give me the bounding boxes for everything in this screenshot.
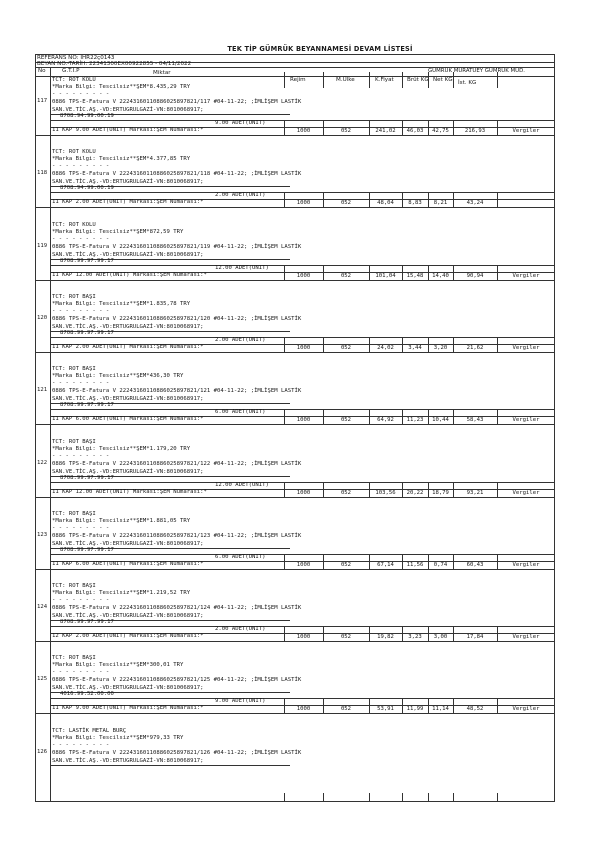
stat-weight-value: 21,62 <box>466 344 484 351</box>
country-value: 052 <box>340 128 352 134</box>
item-number: 117 <box>37 98 48 104</box>
column-separator <box>284 337 285 352</box>
description-line: 0886 TPS-E-Fatura V 22243160110886025897821/123 #04-11-22; ;İMLİŞEM LASTİK <box>52 532 302 539</box>
column-separator <box>497 192 498 207</box>
price-value: 103,56 <box>375 489 396 496</box>
item-description: 11 KAP 12.00 ADET(UNIT) Markası:ŞEM Numarası:* <box>52 488 207 495</box>
column-separator <box>369 409 370 424</box>
column-separator <box>428 337 429 352</box>
gross-weight-value: 46,03 <box>406 128 424 134</box>
description-line: *Marka Bilgi: Tescilsiz**ŞEM*979,33 TRY <box>52 734 184 741</box>
column-separator <box>497 120 498 135</box>
quantity-box: 6.00 ADET(UNIT) <box>215 553 266 560</box>
column-separator <box>402 265 403 280</box>
column-separator <box>402 482 403 497</box>
gross-weight-value: 11,99 <box>406 706 424 713</box>
row-divider <box>35 280 555 281</box>
column-separator <box>369 698 370 713</box>
country-value: 052 <box>340 417 352 424</box>
column-header-kfiyat: K.Fiyat <box>375 77 394 83</box>
price-value: 67,14 <box>377 561 394 568</box>
gross-weight-value: 20,22 <box>406 489 424 496</box>
description-line: 0886 TPS-E-Fatura V 22243160110886025897821/124 #04-11-22; ;İMLİŞEM LASTİK <box>52 605 302 612</box>
description-line: - - - - - - - - - <box>52 597 110 604</box>
column-separator <box>369 482 370 497</box>
description-line: TCT: ROT BAŞI <box>52 366 96 373</box>
description-line: *Marka Bilgi: Tescilsiz**ŞEM*4.377,85 TRY <box>52 156 191 163</box>
net-weight-value: 14,40 <box>432 272 449 279</box>
description-line: TCT: ROT KOLU <box>52 77 96 83</box>
description-line: *Marka Bilgi: Tescilsiz**ŞEM*1.179,20 TRY <box>52 445 191 452</box>
row-divider <box>35 207 555 208</box>
taxes-link[interactable]: Vergiler <box>512 706 540 713</box>
regime-value: 1000 <box>296 200 311 207</box>
price-value: 241,02 <box>375 128 396 134</box>
gtip-code: 8708.94.99.00.19 <box>60 185 114 192</box>
net-weight-value: 42,75 <box>432 128 449 134</box>
row-divider <box>35 569 555 570</box>
description-line: 0886 TPS-E-Fatura V 22243160110886025897821/125 #04-11-22; ;İMLİŞEM LASTİK <box>52 677 302 684</box>
country-value: 052 <box>340 561 352 568</box>
description-line: SAN.VE.TİC.AŞ.-VD:ERTUGRULGAZİ-VN:8010068917; <box>52 396 204 403</box>
item-number: 125 <box>37 676 48 683</box>
row-divider <box>50 337 555 338</box>
gross-weight-value: 11,56 <box>406 561 424 568</box>
column-separator <box>497 554 498 569</box>
row-divider <box>35 497 555 498</box>
description-line: SAN.VE.TİC.AŞ.-VD:ERTUGRULGAZİ-VN:8010068917; <box>52 685 204 692</box>
stat-weight-value: 17,84 <box>466 634 484 641</box>
gross-weight-value: 8,83 <box>408 200 422 207</box>
column-separator <box>402 337 403 352</box>
column-separator <box>284 192 285 207</box>
quantity-box: 9.00 ADET(UNIT) <box>215 120 266 126</box>
column-separator <box>428 72 429 88</box>
column-separator <box>402 120 403 135</box>
description-line: 0886 TPS-E-Fatura V 22243160110886025897821/120 #04-11-22; ;İMLİŞEM LASTİK <box>52 315 302 322</box>
row-divider <box>35 352 555 353</box>
column-separator <box>453 337 454 352</box>
column-separator <box>284 482 285 497</box>
item-number: 123 <box>37 531 48 538</box>
description-line: 0886 TPS-E-Fatura V 22243160110886025897821/121 #04-11-22; ;İMLİŞEM LASTİK <box>52 388 302 395</box>
description-line: TCT: ROT BAŞI <box>52 293 96 300</box>
document-title: TEK TİP GÜMRÜK BEYANNAMESİ DEVAM LİSTESİ <box>227 45 413 53</box>
column-separator <box>323 626 324 641</box>
column-header-miktar: Miktar <box>153 70 171 76</box>
gtip-code: 4016.99.52.00.00 <box>60 691 114 698</box>
column-separator <box>428 120 429 135</box>
item-number: 126 <box>37 748 48 755</box>
column-separator <box>284 72 285 88</box>
description-line: - - - - - - - - - <box>52 163 110 170</box>
taxes-link[interactable]: Vergiler <box>512 272 540 279</box>
column-separator <box>402 554 403 569</box>
stat-weight-value: 58,43 <box>466 417 484 424</box>
description-line: *Marka Bilgi: Tescilsiz**ŞEM*8.435,29 TRY <box>52 84 191 90</box>
description-line: - - - - - - - - - <box>52 452 110 459</box>
item-description: 11 KAP 9.00 ADET(UNIT) Markası:ŞEM Numarası:* <box>52 127 204 133</box>
stat-weight-value: 216,93 <box>464 128 486 134</box>
column-separator <box>453 793 454 802</box>
column-separator <box>369 72 370 88</box>
description-line: - - - - - - - - - <box>52 524 110 531</box>
price-value: 24,02 <box>377 344 394 351</box>
row-divider <box>35 424 555 425</box>
regime-value: 1000 <box>296 489 311 496</box>
gtip-code: 8708.99.97.99.17 <box>60 474 114 481</box>
column-separator <box>323 554 324 569</box>
row-divider <box>50 192 555 193</box>
regime-value: 1000 <box>296 417 311 424</box>
description-line: SAN.VE.TİC.AŞ.-VD:ERTUGRULGAZİ-VN:8010068917; <box>52 613 204 620</box>
item-description: 11 KAP 2.00 ADET(UNIT) Markası:ŞEM Numarası:* <box>52 343 204 350</box>
column-header-mulke: M.Ülke <box>336 77 355 83</box>
taxes-link[interactable]: Vergiler <box>512 128 540 134</box>
column-separator <box>428 698 429 713</box>
gross-weight-value: 15,48 <box>406 272 424 279</box>
quantity-box: 12.00 ADET(UNIT) <box>215 264 269 271</box>
column-separator <box>284 554 285 569</box>
country-value: 052 <box>340 489 352 496</box>
gross-weight-value: 11,23 <box>406 417 424 424</box>
row-divider <box>50 120 555 121</box>
country-value: 052 <box>340 634 352 641</box>
row-divider <box>35 641 555 642</box>
row-divider <box>50 626 555 627</box>
column-separator <box>323 120 324 135</box>
column-separator <box>323 409 324 424</box>
item-number: 118 <box>37 170 48 177</box>
column-separator <box>402 409 403 424</box>
country-value: 052 <box>340 344 352 351</box>
gtip-code: 8708.99.97.99.17 <box>60 329 114 336</box>
column-separator <box>453 482 454 497</box>
description-line: 0886 TPS-E-Fatura V 22243160110886025897821/126 #04-11-22; ;İMLİŞEM LASTİK <box>52 749 302 756</box>
column-header-gtip: G.T.İ.P <box>62 68 80 74</box>
price-value: 19,82 <box>377 634 394 641</box>
description-line: TCT: ROT BAŞI <box>52 438 96 445</box>
customs-office: GÜMRÜK MURATUEY GÜMRÜK MÜD. <box>428 68 525 74</box>
column-separator <box>323 793 324 802</box>
column-separator <box>284 793 285 802</box>
quantity-box: 2.00 ADET(UNIT) <box>215 336 266 343</box>
description-line: SAN.VE.TİC.AŞ.-VD:ERTUGRULGAZİ-VN:8010068917; <box>52 251 204 258</box>
item-number: 124 <box>37 604 48 611</box>
description-line: TCT: LASTİK METAL BURÇ <box>52 727 127 734</box>
price-value: 101,04 <box>375 272 396 279</box>
item-number: 121 <box>37 387 48 394</box>
net-weight-value: 10,44 <box>432 417 449 424</box>
description-line: - - - - - - - - - <box>52 307 110 314</box>
description-line: *Marka Bilgi: Tescilsiz**ŞEM*872,59 TRY <box>52 228 184 235</box>
taxes-link[interactable]: Vergiler <box>512 561 540 568</box>
column-separator <box>453 554 454 569</box>
description-line: *Marka Bilgi: Tescilsiz**ŞEM*1.835,78 TRY <box>52 300 191 307</box>
column-separator <box>497 626 498 641</box>
row-divider <box>50 409 555 410</box>
stat-weight-value: 90,94 <box>466 272 484 279</box>
column-header-no: No <box>38 68 46 74</box>
item-description: 11 KAP 6.00 ADET(UNIT) Markası:ŞEM Numarası:* <box>52 560 204 567</box>
row-divider <box>50 765 290 766</box>
column-separator <box>402 698 403 713</box>
gross-weight-value: 3,44 <box>408 344 422 351</box>
regime-value: 1000 <box>296 561 311 568</box>
description-line: *Marka Bilgi: Tescilsiz**ŞEM*300,01 TRY <box>52 662 184 669</box>
column-separator <box>497 337 498 352</box>
price-value: 53,91 <box>377 706 394 713</box>
description-line: *Marka Bilgi: Tescilsiz**ŞEM*1.219,52 TRY <box>52 590 191 597</box>
row-divider <box>50 482 555 483</box>
net-weight-value: 11,14 <box>432 706 449 713</box>
declaration-number-date: BEYAN NO.-TARİH: 22341300EX00922855 - 04/11/2022 <box>37 61 192 67</box>
country-value: 052 <box>340 272 352 279</box>
column-header-brut: Brüt KG <box>407 77 429 83</box>
description-line: - - - - - - - - - <box>52 741 110 748</box>
row-divider <box>50 265 555 266</box>
column-separator <box>369 265 370 280</box>
item-number: 122 <box>37 459 48 466</box>
gtip-code: 8708.94.99.00.19 <box>60 113 114 119</box>
net-weight-value: 3,00 <box>433 634 448 641</box>
column-separator <box>323 72 324 88</box>
gtip-code: 8708.99.97.99.17 <box>60 546 114 553</box>
stat-weight-value: 48,52 <box>466 706 484 713</box>
description-line: 0886 TPS-E-Fatura V 22243160110886025897821/117 #04-11-22; ;İMLİŞEM LASTİK <box>52 99 302 105</box>
regime-value: 1000 <box>296 634 311 641</box>
column-header-ist: İst. KG <box>458 80 477 86</box>
net-weight-value: 18,79 <box>432 489 449 496</box>
regime-value: 1000 <box>296 344 311 351</box>
stat-weight-value: 43,24 <box>466 200 484 207</box>
taxes-link[interactable]: Vergiler <box>512 417 540 424</box>
regime-value: 1000 <box>296 272 311 279</box>
column-separator <box>453 626 454 641</box>
column-separator <box>284 409 285 424</box>
column-separator <box>323 265 324 280</box>
column-separator <box>428 265 429 280</box>
gtip-code: 8708.99.97.99.17 <box>60 619 114 626</box>
column-separator <box>323 482 324 497</box>
row-divider <box>50 698 555 699</box>
description-line: TCT: ROT BAŞI <box>52 655 96 662</box>
column-separator <box>284 120 285 135</box>
description-line: SAN.VE.TİC.AŞ.-VD:ERTUGRULGAZİ-VN:8010068917; <box>52 540 204 547</box>
column-separator <box>497 265 498 280</box>
price-value: 64,92 <box>377 417 394 424</box>
item-description: 11 KAP 6.00 ADET(UNIT) Markası:ŞEM Numarası:* <box>52 416 204 423</box>
quantity-box: 12.00 ADET(UNIT) <box>215 481 269 488</box>
column-separator <box>453 698 454 713</box>
description-line: SAN.VE.TİC.AŞ.-VD:ERTUGRULGAZİ-VN:8010068917; <box>52 757 204 764</box>
column-separator <box>428 554 429 569</box>
column-separator <box>284 265 285 280</box>
gtip-code: 8708.99.97.99.17 <box>60 402 114 409</box>
column-separator <box>428 192 429 207</box>
column-separator <box>369 626 370 641</box>
description-line: *Marka Bilgi: Tescilsiz**ŞEM*436,30 TRY <box>52 373 184 380</box>
column-separator <box>284 698 285 713</box>
item-description: 11 KAP 2.00 ADET(UNIT) Markası:ŞEM Numarası:* <box>52 199 204 206</box>
net-weight-value: 0,74 <box>433 561 448 568</box>
taxes-link[interactable]: Vergiler <box>512 344 540 351</box>
reference-number: REFERANS NO: IHR22ç0143 <box>37 55 115 61</box>
country-value: 052 <box>340 706 352 713</box>
column-separator <box>428 409 429 424</box>
column-separator <box>369 337 370 352</box>
item-number: 119 <box>37 242 48 249</box>
column-separator <box>428 482 429 497</box>
quantity-box: 2.00 ADET(UNIT) <box>215 192 266 199</box>
row-divider <box>35 135 555 136</box>
column-separator <box>497 409 498 424</box>
column-separator <box>453 409 454 424</box>
taxes-link[interactable]: Vergiler <box>512 489 540 496</box>
row-divider <box>35 713 555 714</box>
item-description: 12 KAP 2.00 ADET(UNIT) Markası:ŞEM Numarası:* <box>52 633 204 640</box>
quantity-box: 9.00 ADET(UNIT) <box>215 698 266 705</box>
column-separator <box>497 698 498 713</box>
item-description: 11 KAP 9.00 ADET(UNIT) Markası:ŞEM Numarası:* <box>52 705 204 712</box>
regime-value: 1000 <box>296 706 311 713</box>
stat-weight-value: 60,43 <box>466 561 484 568</box>
row-divider <box>50 554 555 555</box>
column-separator <box>323 337 324 352</box>
column-separator <box>402 192 403 207</box>
column-separator <box>453 192 454 207</box>
column-separator <box>497 72 498 88</box>
description-line: 0886 TPS-E-Fatura V 22243160110886025897821/118 #04-11-22; ;İMLİŞEM LASTİK <box>52 171 302 178</box>
item-description: 11 KAP 12.00 ADET(UNIT) Markası:ŞEM Numarası:* <box>52 271 207 278</box>
quantity-box: 2.00 ADET(UNIT) <box>215 626 266 633</box>
column-separator <box>497 482 498 497</box>
item-number: 120 <box>37 314 48 321</box>
stat-weight-value: 93,21 <box>466 489 484 496</box>
description-line: - - - - - - - - - <box>52 380 110 387</box>
net-weight-value: 8,21 <box>433 200 448 207</box>
column-header-net: Net KG <box>433 77 453 83</box>
taxes-link[interactable]: Vergiler <box>512 634 540 641</box>
description-line: *Marka Bilgi: Tescilsiz**ŞEM*1.881,05 TRY <box>52 517 191 524</box>
description-line: 0886 TPS-E-Fatura V 22243160110886025897821/122 #04-11-22; ;İMLİŞEM LASTİK <box>52 460 302 467</box>
gtip-code: 8708.99.97.99.17 <box>60 257 114 264</box>
regime-value: 1000 <box>296 128 311 134</box>
description-line: - - - - - - - - - <box>52 91 110 97</box>
column-separator <box>323 698 324 713</box>
column-separator <box>284 626 285 641</box>
description-line: TCT: ROT KOLU <box>52 149 96 156</box>
description-line: - - - - - - - - - <box>52 669 110 676</box>
column-separator <box>428 793 429 802</box>
column-separator <box>453 265 454 280</box>
column-separator <box>428 626 429 641</box>
description-line: SAN.VE.TİC.AŞ.-VD:ERTUGRULGAZİ-VN:8010068917; <box>52 107 204 113</box>
description-line: SAN.VE.TİC.AŞ.-VD:ERTUGRULGAZİ-VN:8010068917; <box>52 468 204 475</box>
column-separator <box>497 793 498 802</box>
column-separator <box>369 192 370 207</box>
country-value: 052 <box>340 200 352 207</box>
column-separator <box>369 793 370 802</box>
column-separator <box>369 554 370 569</box>
column-separator <box>323 192 324 207</box>
column-separator <box>402 793 403 802</box>
column-header-rejim: Rejim <box>290 77 306 83</box>
description-line: 0886 TPS-E-Fatura V 22243160110886025897821/119 #04-11-22; ;İMLİŞEM LASTİK <box>52 243 302 250</box>
quantity-box: 6.00 ADET(UNIT) <box>215 409 266 416</box>
gross-weight-value: 3,23 <box>408 634 422 641</box>
net-weight-value: 3,20 <box>433 344 448 351</box>
description-line: TCT: ROT KOLU <box>52 221 96 228</box>
description-line: SAN.VE.TİC.AŞ.-VD:ERTUGRULGAZİ-VN:8010068917; <box>52 323 204 330</box>
column-separator <box>453 72 454 88</box>
column-separator <box>402 72 403 88</box>
column-separator <box>369 120 370 135</box>
description-line: TCT: ROT BAŞI <box>52 510 96 517</box>
column-separator <box>453 120 454 135</box>
column-separator <box>402 626 403 641</box>
description-line: TCT: ROT BAŞI <box>52 583 96 590</box>
price-value: 48,04 <box>377 200 394 207</box>
description-line: SAN.VE.TİC.AŞ.-VD:ERTUGRULGAZİ-VN:8010068917; <box>52 179 204 186</box>
description-line: - - - - - - - - - <box>52 235 110 242</box>
